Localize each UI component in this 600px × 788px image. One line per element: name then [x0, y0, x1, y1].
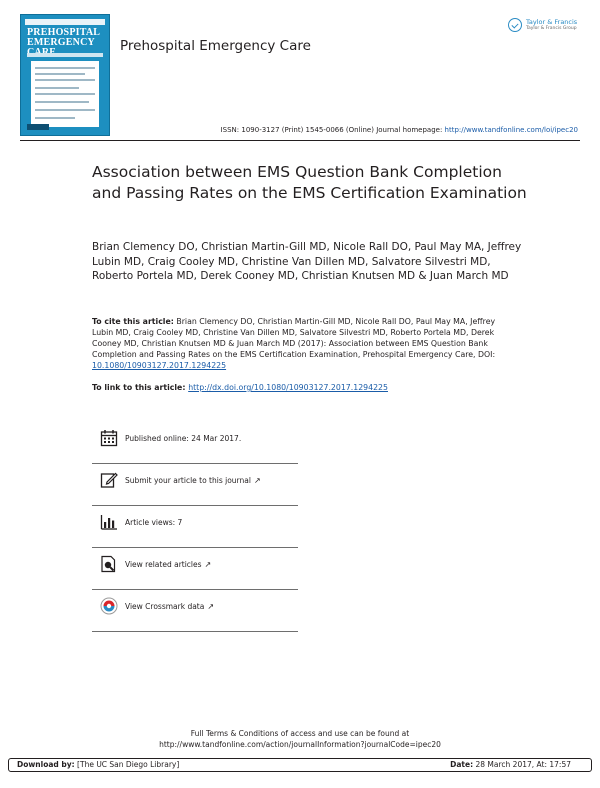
article-title: Association between EMS Question Bank Completion and Passing Rates on the EMS Certification Examination: [92, 163, 527, 202]
article-link-line: [92, 382, 512, 393]
journal-cover-image: [20, 14, 110, 136]
info-views-row: [92, 506, 298, 548]
publisher-name: Taylor & Francis: [526, 18, 578, 26]
download-date-label: Date:: [450, 760, 474, 769]
downloaded-by-value: [The UC San Diego Library]: [74, 760, 180, 769]
article-views-text: Article views: 7: [125, 518, 183, 527]
header-divider: [20, 140, 580, 141]
external-link-icon: ↗: [207, 602, 215, 611]
download-date: [450, 759, 571, 771]
issn-text: ISSN: 1090-3127 (Print) 1545-0066 (Online) Journal homepage:: [220, 126, 445, 134]
external-link-icon: ↗: [204, 560, 212, 569]
article-info-list: [92, 422, 298, 632]
terms-line-1: Full Terms & Conditions of access and use can be found at: [190, 729, 410, 738]
article-url-link[interactable]: http://dx.doi.org/10.1080/10903127.2017.1294225: [188, 383, 388, 392]
submit-article-link[interactable]: [125, 476, 261, 485]
related-articles-link[interactable]: [125, 560, 211, 569]
cover-top-strip: [25, 19, 105, 25]
crossmark-link[interactable]: [125, 602, 214, 611]
doi-link[interactable]: 10.1080/10903127.2017.1294225: [92, 361, 227, 370]
crossmark-icon: [100, 597, 118, 615]
info-submit-row[interactable]: [92, 464, 298, 506]
link-label: To link to this article:: [92, 383, 189, 392]
terms-url[interactable]: http://www.tandfonline.com/action/journalInformation?journalCode=ipec20: [159, 740, 441, 749]
publisher-logo-icon: [508, 18, 522, 32]
download-date-value: 28 March 2017, At: 17:57: [473, 760, 571, 769]
issn-line: [221, 126, 578, 134]
cover-content-block: [31, 61, 99, 127]
related-search-icon: [100, 555, 118, 573]
info-published-row: [92, 422, 298, 464]
journal-title: Prehospital Emergency Care: [120, 38, 311, 54]
article-authors: Brian Clemency DO, Christian Martin-Gill MD, Nicole Rall DO, Paul May MA, Jeffrey Lubin MD, Craig Cooley MD, Christine Van Dillen MD, Salvatore Silvestri MD, Roberto Portela MD, Derek Cooney MD, Christian Knutsen MD & Juan March MD: [92, 241, 522, 282]
downloaded-by-label: Download by:: [17, 760, 75, 769]
bar-chart-icon: [100, 513, 118, 531]
citation-label: To cite this article:: [92, 317, 174, 326]
info-crossmark-row[interactable]: [92, 590, 298, 632]
terms-notice: [0, 728, 600, 750]
cover-title-line-1: PREHOSPITAL: [27, 27, 101, 38]
related-articles-label: View related articles: [125, 560, 202, 569]
publisher-tagline: Taylor & Francis Group: [526, 26, 577, 31]
edit-icon: [100, 471, 118, 489]
publisher-logo[interactable]: [508, 16, 584, 36]
journal-homepage-link[interactable]: http://www.tandfonline.com/loi/ipec20: [444, 126, 578, 134]
submit-article-label: Submit your article to this journal: [125, 476, 251, 485]
downloaded-by: [17, 759, 179, 771]
external-link-icon: ↗: [253, 476, 261, 485]
download-info-bar: [8, 758, 592, 772]
cover-title-line-2: EMERGENCY: [27, 37, 95, 48]
cover-publisher-logo: [27, 124, 49, 130]
cover-band: [27, 53, 103, 57]
calendar-icon: [100, 429, 118, 447]
citation-block: [92, 316, 512, 371]
published-date-text: Published online: 24 Mar 2017.: [125, 434, 242, 443]
info-related-row[interactable]: [92, 548, 298, 590]
citation-text: Brian Clemency DO, Christian Martin-Gill MD, Nicole Rall DO, Paul May MA, Jeffrey Lubin MD, Craig Cooley MD, Christine Van Dillen MD, Salvatore Silvestri MD, Roberto Portela MD, Derek Cooney MD, Christian Knutsen MD & Juan March MD (2017): Association between EMS Question Bank Completion and Passing Rates on the EMS Certification Examination, Prehospital Emergency Care, DOI:: [92, 317, 496, 359]
crossmark-label: View Crossmark data: [125, 602, 205, 611]
